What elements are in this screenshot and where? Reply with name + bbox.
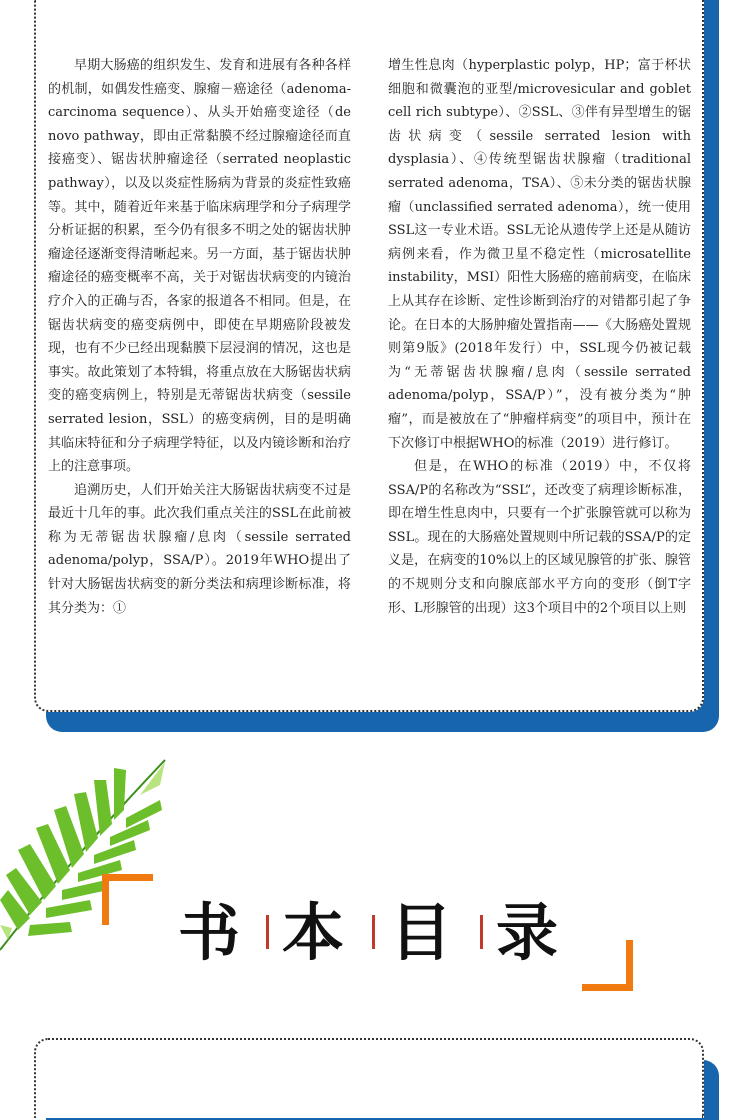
article-left-column — [48, 54, 351, 620]
corner-bracket-top-left — [102, 874, 153, 925]
paragraph: 早期大肠癌的组织发生、发育和进展有各种各样的机制，如偶发性癌变、腺瘤－癌途径（adenoma-carcinoma sequence）、从头开始癌变途径（de novo pathway，即由正常黏膜不经过腺瘤途径而直接癌变）、锯齿状肿瘤途径（serrated neoplastic pathway），以及以炎症性肠病为背景的炎症性致癌等。其中，随着近年来基于临床病理学和分子病理学分析证据的积累，至今仍有很多不明之处的锯齿状肿瘤途径逐渐变得清晰起来。另一方面，基于锯齿状肿瘤途径的癌变概率不高，关于对锯齿状病变的内镜治疗介入的正确与否，各家的报道各不相同。但是，在锯齿状病变的癌变病例中，即使在早期癌阶段被发现，也有不少已经出现黏膜下层浸润的情况，这也是事实。故此策划了本特辑，将重点放在大肠锯齿状病变的癌变病例上，特别是无蒂锯齿状病变（sessile serrated lesion，SSL）的癌变病例，目的是明确其临床特征和分子病理学特征，以及内镜诊断和治疗上的注意事项。 — [48, 58, 351, 475]
article-card — [34, 0, 704, 712]
paragraph: 但是，在WHO的标准（2019）中，不仅将SSA/P的名称改为“SSL”，还改变了病理诊断标准，即在增生性息肉中，只要有一个扩张腺管就可以称为SSL。现在的大肠癌处置规则中所记载的SSA/P的定义是，在病变的10%以上的区域见腺管的扩张、腺管的不规则分支和向腺底部水平方向的变形（倒T字形、L形腺管的出现）这3个项目中的2个项目以上则 — [388, 459, 691, 616]
toc-card — [34, 1038, 704, 1118]
title-char: 本 — [282, 896, 345, 969]
corner-bracket-bottom-right — [582, 940, 633, 991]
title-separator — [266, 915, 269, 949]
paragraph: 追溯历史，人们开始关注大肠锯齿状病变不过是最近十几年的事。此次我们重点关注的SSL在此前被称为无蒂锯齿状腺瘤/息肉（sessile serrated adenoma/polyp，SSA/P）。2019年WHO提出了针对大肠锯齿状病变的新分类法和病理诊断标准，将其分类为：① — [48, 482, 351, 616]
title-separator — [480, 915, 483, 949]
title-char: 录 — [496, 896, 559, 969]
title-char: 目 — [390, 896, 453, 969]
section-title — [0, 860, 730, 1000]
title-separator — [372, 915, 375, 949]
article-right-column — [388, 54, 691, 620]
title-char: 书 — [178, 896, 241, 969]
paragraph: 增生性息肉（hyperplastic polyp，HP；富于杯状细胞和微囊泡的亚型/microvesicular and goblet cell rich subtype）、②SSL、③伴有异型增生的锯齿状病变（sessile serrated lesion with dysplasia）、④传统型锯齿状腺瘤（traditional serrated adenoma，TSA）、⑤未分类的锯齿状腺瘤（unclassified serrated adenoma），统一使用SSL这一专业术语。SSL无论从遗传学上还是从随访病例来看，作为微卫星不稳定性（microsatellite instability，MSI）阳性大肠癌的癌前病变，在临床上从其存在诊断、定性诊断到治疗的对错都引起了争论。在日本的大肠肿瘤处置指南——《大肠癌处置规则第9版》(2018年发行）中，SSL现今仍被记载为“无蒂锯齿状腺瘤/息肉（sessile serrated adenoma/polyp，SSA/P）”，没有被分类为“肿瘤”，而是被放在了“肿瘤样病变”的项目中，预计在下次修订中根据WHO的标准（2019）进行修订。 — [388, 58, 691, 451]
